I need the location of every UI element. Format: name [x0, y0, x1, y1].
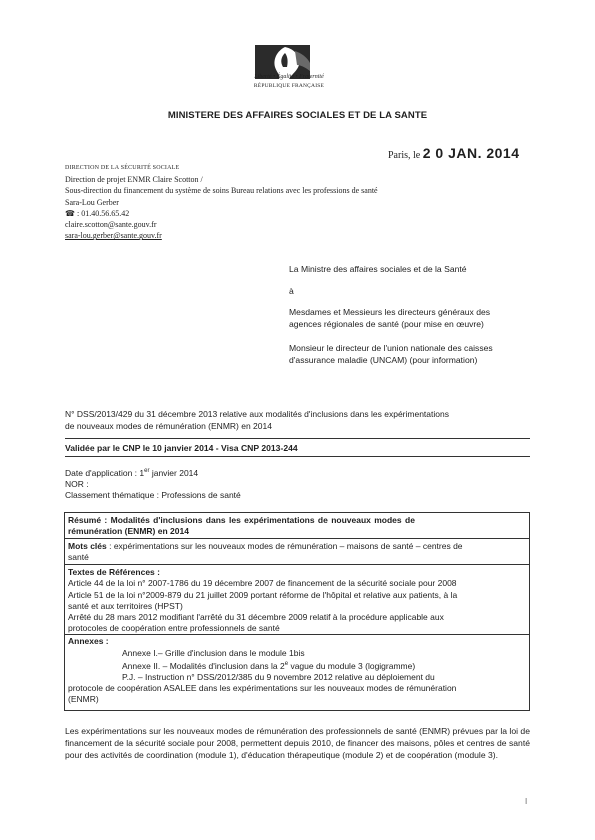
references	[68, 567, 526, 635]
box-separator-3	[64, 634, 530, 635]
resume-line2: rémunération (ENMR) en 2014	[68, 526, 189, 537]
sender-project: Direction de projet ENMR Claire Scotton /	[65, 175, 203, 185]
annex-2-suffix: vague du module 3 (logigramme)	[288, 661, 416, 672]
validation-line: Validée par le CNP le 10 janvier 2014 - Visa CNP 2013-244	[65, 443, 298, 453]
divider-bottom	[65, 456, 530, 457]
divider-top	[65, 438, 530, 439]
pj-line2: protocole de coopération ASALEE dans les expérimentations sur les nouveaux modes de rémunération	[68, 683, 457, 693]
reference-text-2: Article 51 de la loi n°2009-879 du 21 juillet 2009 portant réforme de l'hôpital et relative aux patients, à la	[68, 589, 458, 600]
reference-text-1: Article 44 de la loi n° 2007-1786 du 19 décembre 2007 de financement de la sécurité sociale pour 2008	[68, 578, 457, 589]
circular-reference	[65, 409, 530, 432]
keywords-text: : expérimentations sur les nouveaux modes de rémunération – maisons de santé – centres de	[106, 541, 463, 551]
sender-block	[65, 163, 378, 241]
date-app-prefix: Date d'application : 1	[65, 467, 145, 478]
logo-republic: RÉPUBLIQUE FRANÇAISE	[253, 83, 325, 89]
recipient-ars	[289, 307, 490, 330]
logo-motto: Liberté • Égalité • Fraternité	[254, 74, 324, 80]
reference-text-2b: santé et aux territoires (HPST)	[68, 600, 183, 611]
box-separator-1	[64, 538, 530, 539]
phone-icon: ☎	[65, 208, 75, 218]
keywords-label: Mots clés	[68, 541, 107, 551]
pj-line3: (ENMR)	[68, 694, 99, 704]
reference-text-3: Arrêté du 28 mars 2012 modifiant l'arrêté du 31 décembre 2009 relatif à la procédure applicable aux	[68, 612, 444, 623]
sender-phone	[65, 208, 378, 219]
recipient-uncam	[289, 343, 493, 366]
reference-line1: N° DSS/2013/429 du 31 décembre 2013 relative aux modalités d'inclusions dans les expérimentations	[65, 409, 449, 419]
sender-email-1[interactable]: claire.scotton@sante.gouv.fr	[65, 220, 157, 230]
classement-line: Classement thématique : Professions de santé	[65, 489, 241, 500]
recipient-uncam-line1: Monsieur le directeur de l'union nationale des caisses	[289, 343, 493, 353]
annexes-label: Annexes :	[68, 636, 109, 646]
recipient-uncam-line2: d'assurance maladie (UNCAM) (pour information)	[289, 354, 478, 365]
sender-direction: DIRECTION DE LA SÉCURITÉ SOCIALE	[65, 165, 180, 171]
annex-1: Annexe I.– Grille d'inclusion dans le module 1bis	[122, 648, 305, 658]
sender-subdirection: Sous-direction du financement du système de soins Bureau relations avec les professions de santé	[65, 186, 378, 196]
minister-line: La Ministre des affaires sociales et de la Santé	[289, 264, 467, 274]
annex-2	[122, 659, 415, 672]
ministry-title: MINISTERE DES AFFAIRES SOCIALES ET DE LA SANTE	[167, 110, 428, 121]
date-stamp: 2 0 JAN. 2014	[422, 145, 520, 161]
recipient-ars-line1: Mesdames et Messieurs les directeurs généraux des	[289, 307, 491, 317]
keywords-line2: santé	[68, 552, 89, 563]
date-app-sup: er	[144, 468, 150, 474]
date-application	[65, 466, 241, 479]
recipient-ars-line2: agences régionales de santé (pour mise en œuvre)	[289, 318, 484, 329]
phone-number: : 01.40.56.65.42	[76, 208, 130, 218]
resume-line1: Résumé : Modalités d'inclusions dans les expérimentations de nouveaux modes de	[68, 515, 415, 525]
annex-2-sup: e	[284, 661, 289, 668]
sender-contact-name: Sara-Lou Gerber	[65, 197, 119, 207]
keywords	[68, 541, 526, 564]
date-app-suffix: janvier 2014	[149, 467, 199, 478]
reference-line2: de nouveaux modes de rémunération (ENMR) en 2014	[65, 420, 272, 431]
sender-email-2[interactable]: sara-lou.gerber@sante.gouv.fr	[65, 231, 162, 241]
meta-block	[65, 466, 241, 501]
annex-2-prefix: Annexe II. – Modalités d'inclusion dans la 2	[122, 661, 285, 672]
date-place: Paris, le	[388, 150, 421, 161]
nor-line: NOR :	[65, 478, 89, 489]
annexes-list	[122, 648, 415, 672]
box-separator-2	[64, 564, 530, 565]
pj-line1: P.J. – Instruction n° DSS/2012/385 du 9 novembre 2012 relative au déploiement du	[122, 672, 435, 682]
page-mark: I	[525, 797, 528, 806]
references-label: Textes de Références :	[68, 567, 160, 577]
reference-text-3b: protocoles de coopération entre professionnels de santé	[68, 623, 280, 634]
body-paragraph: Les expérimentations sur les nouveaux modes de rémunération des professionnels de santé (ENMR) prévues par la loi de financement de la sécurité sociale pour 2008, permettent depuis 2010, de financer des maisons, pôles et centres de santé pour des activités de coordination (module 1), d'éducation thérapeutique (module 2) et de coopération (module 3).	[65, 726, 530, 760]
recipient-to: à	[289, 286, 294, 296]
letter-date	[388, 145, 520, 161]
resume	[68, 515, 526, 538]
